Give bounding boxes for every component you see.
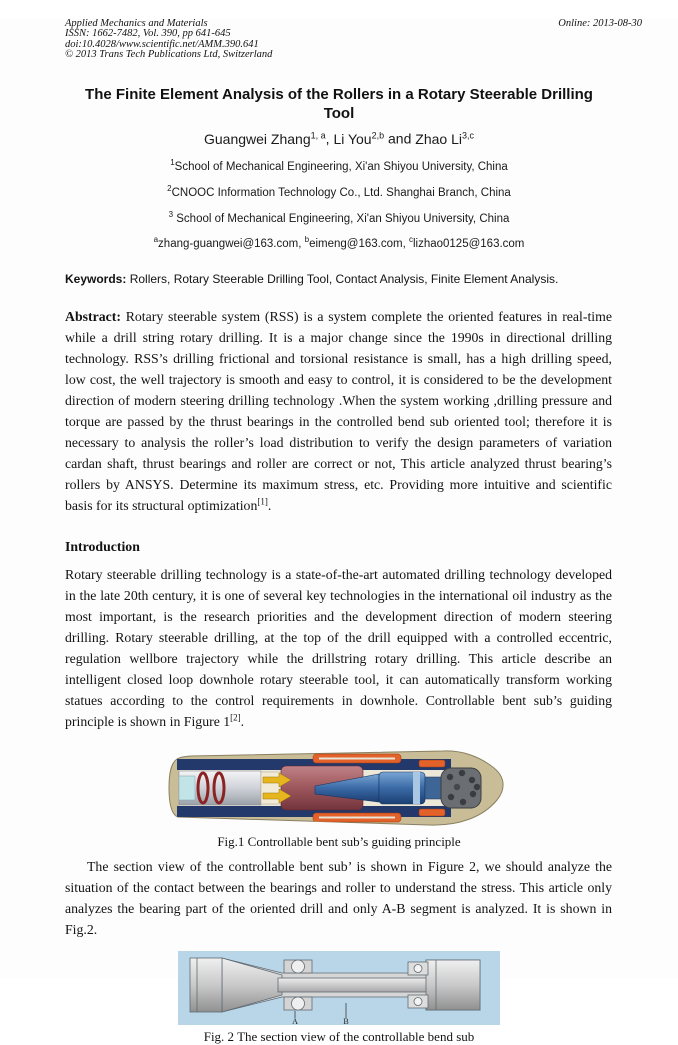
introduction-paragraph-1 (65, 564, 612, 732)
email-a-text: zhang-guangwei@163.com, (158, 238, 305, 251)
figure2-image (178, 951, 500, 1025)
author-3-sup: 3,c (461, 130, 474, 141)
email-a (153, 235, 305, 251)
journal-doi: doi:10.4028/www.scientific.net/AMM.390.641 (65, 38, 259, 50)
paper-title-line2: Tool (323, 105, 355, 123)
figure2-caption: Fig. 2 The section view of the controllable bend sub (203, 1029, 475, 1045)
introduction-text: Rotary steerable drilling technology is a state-of-the-art automated drilling technology developed in the late 20th century, it is one of several key technologies in the international oil industry as the most important, is the research priorities and the development direction of modern steering drilling. Rotary steerable drilling, at the top of the drill equipped with a controlled eccentric, regulation wellbore trajectory while the drillstring rotary drilling. This article describe an intelligent closed loop downhole rotary steerable tool, it can automatically transform working statues according to the control requirements in downhole. Controllable bent sub’s guiding principle is shown in Figure 1 (65, 567, 612, 730)
author-2-name: Li You (333, 130, 372, 147)
figure1 (0, 747, 678, 830)
email-c-text: lizhao0125@163.com (412, 238, 525, 251)
author-2-sup: 2,b (371, 130, 385, 141)
journal-header (65, 19, 642, 60)
author-1-sup: 1, a (310, 130, 326, 141)
journal-issn: ISSN: 1662-7482, Vol. 390, pp 641-645 (65, 28, 231, 40)
abstract-text: Rotary steerable system (RSS) is a system complete the oriented features in real-time while a drill string rotary drilling. It is a major change since the 1990s in directional drilling technology. RSS’s drilling frictional and torsional resistance is small, has a high drilling speed, low cost, the well trajectory is smooth and easy to control, it is considered to be the development direction of modern steering drilling technology .When the system working ,drilling pressure and torque are passed by the thrust bearings in the controlled bend sub oriented tool; therefore it is necessary to analysis the roller’s load distribution to verify the design parameters of variation cardan shaft, thrust bearings and roller are correct or not, This article analyzed thrust bearing’s rollers by ANSYS. Determine its maximum stress, etc. Providing more intuitive and scientific basis for its structural optimization (65, 309, 612, 514)
abstract-label: Abstract: (65, 309, 121, 325)
email-b-marker: b (304, 235, 310, 245)
author-1-name: Guangwei Zhang (204, 130, 311, 147)
affiliation-1-marker: 1 (170, 157, 175, 167)
journal-info (65, 19, 272, 60)
keywords-label: Keywords: (65, 272, 127, 287)
email-b (304, 235, 409, 251)
abstract-paragraph (65, 306, 612, 516)
author-2 (333, 131, 384, 147)
authors-line (0, 130, 678, 147)
affiliation-3-marker: 3 (168, 209, 174, 219)
fig2-right-block (426, 960, 480, 1010)
fig1-internals (177, 754, 481, 822)
author-sep-1: , (325, 130, 334, 147)
figure1-image (167, 747, 511, 830)
author-sep-2: and (384, 130, 416, 147)
email-c-marker: c (408, 235, 413, 245)
email-c (408, 235, 525, 251)
abstract-citation: [1] (257, 496, 268, 507)
section-view-paragraph: The section view of the controllable bent sub’ is shown in Figure 2, we should analyze the situation of the contact between the bearings and roller to understand the stress. This article only analyzes the bearing part of the oriented drill and only A-B segment is analyzed. It is shown in Fig.2. (65, 859, 612, 938)
fig2-label-a: A (292, 1017, 298, 1027)
abstract-tail: . (267, 498, 272, 514)
figure1-caption: Fig.1 Controllable bent sub’s guiding principle (217, 834, 461, 850)
introduction-citation: [2] (230, 712, 241, 723)
email-b-text: eimeng@163.com, (309, 238, 409, 251)
paper-title (49, 85, 629, 123)
affiliation-3-text: School of Mechanical Engineering, Xi'an Shiyou University, China (173, 212, 510, 225)
paper-title-line1: The Finite Element Analysis of the Rollers in a Rotary Steerable Drilling (85, 86, 593, 104)
affiliation-3 (0, 210, 678, 225)
fig2-label-b: B (343, 1017, 349, 1027)
email-a-marker: a (153, 235, 159, 245)
author-1 (204, 131, 326, 147)
journal-copyright: © 2013 Trans Tech Publications Ltd, Switzerland (65, 48, 273, 60)
introduction-tail: . (240, 714, 245, 730)
online-date: Online: 2013-08-30 (558, 18, 642, 29)
affiliation-2-text: CNOOC Information Technology Co., Ltd. Shanghai Branch, China (171, 186, 511, 199)
keywords-text: Rollers, Rotary Steerable Drilling Tool, Contact Analysis, Finite Element Analysis. (126, 272, 559, 287)
affiliation-2 (0, 184, 678, 199)
fig2-left-cylinder (190, 958, 222, 1012)
paper-page (0, 18, 678, 1045)
author-3 (415, 131, 474, 147)
affiliation-1-text: School of Mechanical Engineering, Xi'an Shiyou University, China (174, 160, 508, 173)
journal-name: Applied Mechanics and Materials (65, 18, 208, 29)
keywords-line (65, 272, 612, 287)
figure2 (0, 951, 678, 1025)
emails-line (0, 235, 678, 250)
affiliation-1 (0, 158, 678, 173)
affiliation-2-marker: 2 (167, 183, 172, 193)
fig2-shaft (278, 978, 428, 992)
author-3-name: Zhao Li (415, 130, 462, 147)
introduction-heading: Introduction (65, 539, 140, 555)
